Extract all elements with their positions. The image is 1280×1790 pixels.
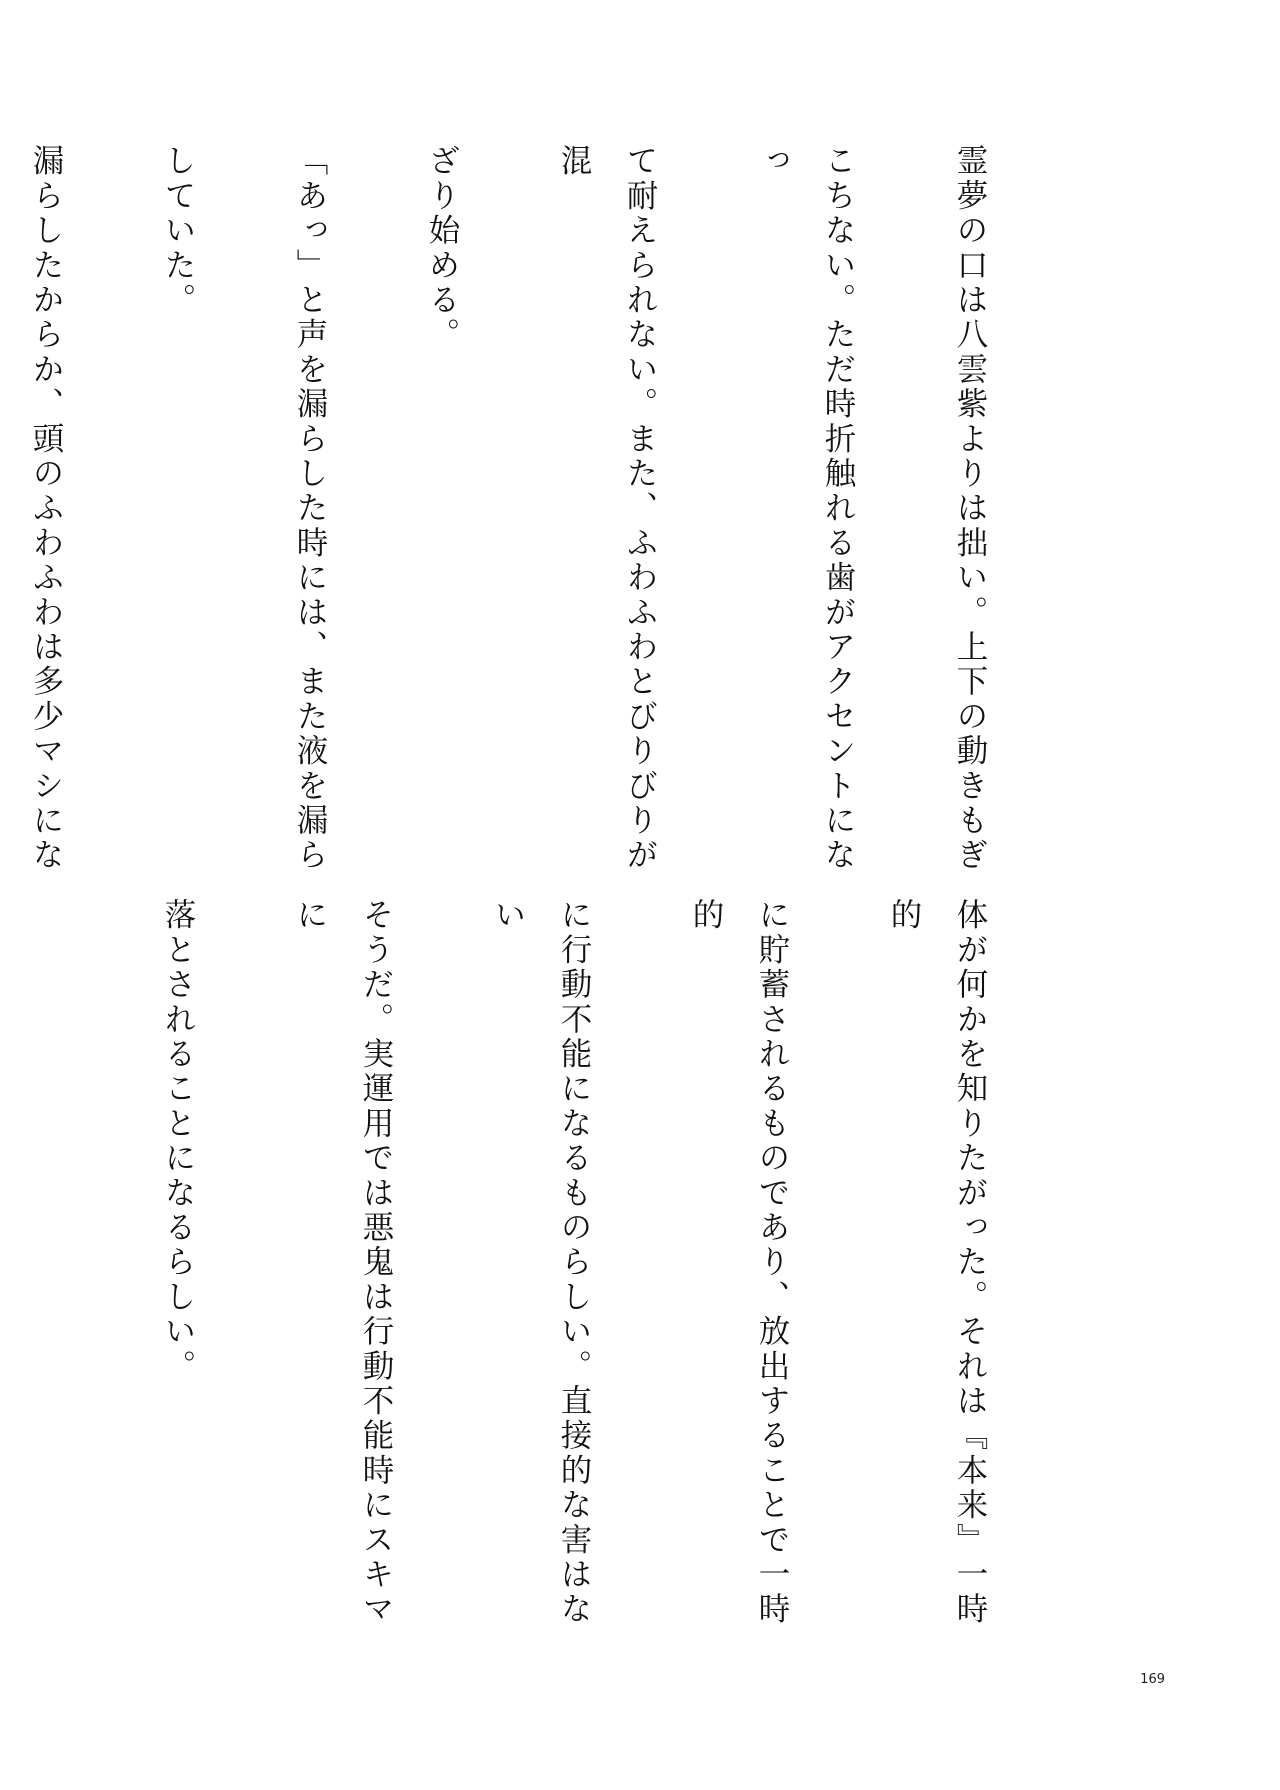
text-line: 体が何かを知りたがった。それは『本来』一時的 [886, 898, 988, 1627]
text-line: こちない。ただ時折触れる歯がアクセントになっ [754, 144, 856, 873]
upper-text-block [0, 144, 1069, 874]
text-line: ざり始める。 [424, 144, 460, 353]
lower-text-block [0, 898, 1069, 1638]
text-line: 「あっ」と声を漏らした時には、また液を漏ら [292, 144, 328, 873]
text-line: 漏らしたからか、頭のふわふわは多少マシにな [28, 144, 64, 873]
text-line: に貯蓄されるものであり、放出することで一時的 [688, 898, 790, 1627]
text-line: 霊夢の口は八雲紫よりは拙い。上下の動きもぎ [952, 144, 988, 873]
text-line: に行動不能になるものらしい。直接的な害はない [490, 898, 592, 1627]
text-line: 落とされることになるらしい。 [160, 898, 196, 1384]
text-line: そうだ。実運用では悪鬼は行動不能時にスキマに [292, 898, 394, 1627]
text-line: していた。 [160, 144, 196, 318]
page-number: 169 [1140, 1672, 1165, 1687]
text-line: て耐えられない。また、ふわふわとびりびりが混 [556, 144, 658, 873]
